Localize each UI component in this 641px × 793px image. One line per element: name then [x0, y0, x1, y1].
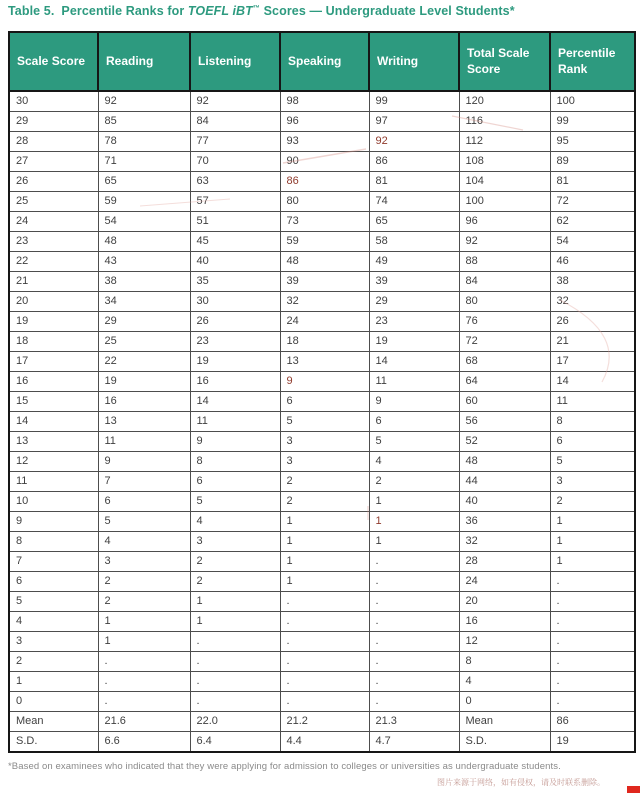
table-cell: 21 — [550, 332, 635, 352]
column-header: Percentile Rank — [550, 32, 635, 91]
table-cell: 4.7 — [369, 732, 459, 753]
table-cell: 19 — [9, 312, 98, 332]
table-cell: 16 — [190, 372, 280, 392]
table-row — [9, 392, 635, 412]
table-cell: . — [550, 652, 635, 672]
table-cell: 86 — [550, 712, 635, 732]
table-cell: 72 — [550, 192, 635, 212]
table-cell: 0 — [459, 692, 550, 712]
table-cell: 48 — [459, 452, 550, 472]
table-cell: 13 — [98, 412, 190, 432]
table-cell: 17 — [9, 352, 98, 372]
table-cell: 76 — [459, 312, 550, 332]
table-cell: 96 — [280, 112, 369, 132]
table-row — [9, 412, 635, 432]
table-cell: 6 — [98, 492, 190, 512]
table-cell: 5 — [369, 432, 459, 452]
table-cell: 2 — [280, 472, 369, 492]
table-cell: 70 — [190, 152, 280, 172]
table-row — [9, 712, 635, 732]
table-cell: . — [280, 652, 369, 672]
table-cell: . — [369, 552, 459, 572]
table-cell: 1 — [280, 572, 369, 592]
table-cell: 73 — [280, 212, 369, 232]
table-cell: 14 — [190, 392, 280, 412]
table-cell: 34 — [98, 292, 190, 312]
table-cell: 38 — [550, 272, 635, 292]
table-cell: 11 — [369, 372, 459, 392]
table-cell: 29 — [98, 312, 190, 332]
table-cell: 89 — [550, 152, 635, 172]
table-cell: 29 — [369, 292, 459, 312]
table-cell: 10 — [9, 492, 98, 512]
table-cell: 8 — [550, 412, 635, 432]
table-cell: 38 — [98, 272, 190, 292]
table-cell: 23 — [190, 332, 280, 352]
table-row — [9, 672, 635, 692]
table-cell: 64 — [459, 372, 550, 392]
table-cell: 20 — [459, 592, 550, 612]
table-row — [9, 232, 635, 252]
table-cell: 99 — [550, 112, 635, 132]
table-cell: 4 — [190, 512, 280, 532]
table-cell: 25 — [9, 192, 98, 212]
table-cell: . — [550, 572, 635, 592]
footnote: *Based on examinees who indicated that they were applying for admission to colleges or universities as undergraduate students. — [8, 761, 561, 772]
table-cell: 5 — [190, 492, 280, 512]
table-cell: 4 — [98, 532, 190, 552]
table-cell: 59 — [280, 232, 369, 252]
table-row — [9, 732, 635, 753]
table-cell: 2 — [190, 552, 280, 572]
column-header: Reading — [98, 32, 190, 91]
table-cell: 22 — [98, 352, 190, 372]
table-title-brand: TOEFL iBT — [187, 4, 253, 18]
table-cell: 108 — [459, 152, 550, 172]
column-header: Writing — [369, 32, 459, 91]
table-cell: 46 — [550, 252, 635, 272]
table-row — [9, 132, 635, 152]
table-body — [9, 91, 635, 752]
table-cell: . — [190, 632, 280, 652]
table-cell: 90 — [280, 152, 369, 172]
table-row — [9, 112, 635, 132]
table-cell: 84 — [459, 272, 550, 292]
table-cell: 9 — [280, 372, 369, 392]
table-cell: 1 — [369, 512, 459, 532]
table-row — [9, 212, 635, 232]
table-cell: . — [98, 652, 190, 672]
table-cell: 9 — [9, 512, 98, 532]
table-cell: 24 — [459, 572, 550, 592]
table-cell: 19 — [369, 332, 459, 352]
table-cell: 5 — [550, 452, 635, 472]
table-row — [9, 432, 635, 452]
table-row — [9, 332, 635, 352]
table-cell: 1 — [280, 512, 369, 532]
table-cell: 43 — [98, 252, 190, 272]
table-cell: 92 — [369, 132, 459, 152]
table-cell: . — [369, 672, 459, 692]
table-cell: 25 — [98, 332, 190, 352]
table-row — [9, 372, 635, 392]
table-row — [9, 552, 635, 572]
table-cell: 19 — [190, 352, 280, 372]
table-cell: 2 — [280, 492, 369, 512]
table-cell: . — [550, 692, 635, 712]
table-cell: 14 — [369, 352, 459, 372]
table-cell: 52 — [459, 432, 550, 452]
table-row — [9, 572, 635, 592]
column-header: Speaking — [280, 32, 369, 91]
table-cell: 6 — [9, 572, 98, 592]
table-row — [9, 452, 635, 472]
table-row — [9, 512, 635, 532]
table-cell: . — [369, 572, 459, 592]
table-cell: 93 — [280, 132, 369, 152]
table-cell: 21.2 — [280, 712, 369, 732]
table-cell: . — [550, 632, 635, 652]
table-cell: . — [369, 592, 459, 612]
table-cell: 26 — [190, 312, 280, 332]
table-cell: 30 — [190, 292, 280, 312]
table-cell: 95 — [550, 132, 635, 152]
table-row — [9, 652, 635, 672]
table-cell: 2 — [9, 652, 98, 672]
table-row — [9, 692, 635, 712]
table-cell: . — [369, 632, 459, 652]
table-cell: 1 — [550, 532, 635, 552]
table-cell: . — [550, 592, 635, 612]
table-cell: . — [369, 692, 459, 712]
table-cell: . — [550, 672, 635, 692]
table-cell: . — [369, 652, 459, 672]
table-cell: Mean — [459, 712, 550, 732]
table-cell: 11 — [9, 472, 98, 492]
table-cell: 23 — [369, 312, 459, 332]
table-cell: 63 — [190, 172, 280, 192]
table-cell: 45 — [190, 232, 280, 252]
table-title-text-before: Percentile Ranks for — [61, 4, 188, 18]
table-cell: . — [369, 612, 459, 632]
watermark-text: 图片来源于网络，如有侵权，请及时联系删除。 — [437, 778, 605, 787]
table-cell: 4 — [9, 612, 98, 632]
column-header: Scale Score — [9, 32, 98, 91]
table-cell: 49 — [369, 252, 459, 272]
table-cell: 2 — [98, 592, 190, 612]
red-corner-mark — [627, 786, 640, 793]
table-cell: 8 — [459, 652, 550, 672]
table-cell: 4 — [459, 672, 550, 692]
table-cell: 54 — [550, 232, 635, 252]
table-cell: . — [280, 592, 369, 612]
table-cell: 6 — [369, 412, 459, 432]
table-cell: 13 — [280, 352, 369, 372]
table-cell: 39 — [369, 272, 459, 292]
table-cell: 78 — [98, 132, 190, 152]
table-cell: 51 — [190, 212, 280, 232]
table-cell: . — [550, 612, 635, 632]
table-cell: 6 — [280, 392, 369, 412]
table-row — [9, 632, 635, 652]
table-cell: 97 — [369, 112, 459, 132]
table-cell: . — [98, 672, 190, 692]
table-cell: 3 — [9, 632, 98, 652]
table-row — [9, 172, 635, 192]
table-title-text-after: Scores — Undergraduate Level Students* — [260, 4, 515, 18]
table-cell: 22.0 — [190, 712, 280, 732]
table-cell: 54 — [98, 212, 190, 232]
table-cell: 112 — [459, 132, 550, 152]
table-cell: 21.6 — [98, 712, 190, 732]
table-cell: 14 — [9, 412, 98, 432]
table-cell: 1 — [369, 532, 459, 552]
table-cell: 6.6 — [98, 732, 190, 753]
table-cell: 7 — [9, 552, 98, 572]
table-cell: 32 — [280, 292, 369, 312]
table-cell: S.D. — [9, 732, 98, 753]
table-cell: 80 — [459, 292, 550, 312]
table-cell: 20 — [9, 292, 98, 312]
table-cell: 39 — [280, 272, 369, 292]
table-row — [9, 91, 635, 112]
table-cell: 80 — [280, 192, 369, 212]
table-cell: 4.4 — [280, 732, 369, 753]
table-cell: 15 — [9, 392, 98, 412]
table-cell: 71 — [98, 152, 190, 172]
table-cell: 27 — [9, 152, 98, 172]
table-cell: . — [190, 652, 280, 672]
table-cell: . — [280, 672, 369, 692]
table-cell: 1 — [369, 492, 459, 512]
table-cell: 32 — [550, 292, 635, 312]
table-cell: . — [280, 692, 369, 712]
table-cell: 3 — [98, 552, 190, 572]
table-row — [9, 492, 635, 512]
table-cell: 5 — [98, 512, 190, 532]
table-cell: 1 — [190, 612, 280, 632]
table-cell: 13 — [9, 432, 98, 452]
table-cell: 1 — [550, 552, 635, 572]
table-title-prefix: Table 5. — [8, 4, 55, 18]
table-cell: 3 — [280, 452, 369, 472]
table-cell: 74 — [369, 192, 459, 212]
table-cell: . — [98, 692, 190, 712]
table-cell: 68 — [459, 352, 550, 372]
table-cell: 88 — [459, 252, 550, 272]
table-cell: 28 — [459, 552, 550, 572]
table-cell: 1 — [98, 612, 190, 632]
table-row — [9, 252, 635, 272]
percentile-rank-table — [8, 31, 636, 753]
table-cell: 21 — [9, 272, 98, 292]
table-cell: 26 — [550, 312, 635, 332]
table-cell: 23 — [9, 232, 98, 252]
table-row — [9, 292, 635, 312]
table-cell: 16 — [459, 612, 550, 632]
table-title — [8, 4, 515, 18]
table-cell: 1 — [280, 552, 369, 572]
table-cell: 11 — [98, 432, 190, 452]
table-cell: 1 — [98, 632, 190, 652]
table-cell: 5 — [9, 592, 98, 612]
table-cell: 56 — [459, 412, 550, 432]
table-cell: 9 — [98, 452, 190, 472]
table-cell: 22 — [9, 252, 98, 272]
table-cell: 40 — [459, 492, 550, 512]
table-cell: 86 — [369, 152, 459, 172]
table-cell: 24 — [280, 312, 369, 332]
table-cell: 1 — [9, 672, 98, 692]
table-cell: 86 — [280, 172, 369, 192]
table-cell: 6 — [550, 432, 635, 452]
table-row — [9, 472, 635, 492]
table-cell: 77 — [190, 132, 280, 152]
table-cell: . — [190, 692, 280, 712]
table-cell: 14 — [550, 372, 635, 392]
table-cell: 116 — [459, 112, 550, 132]
table-cell: 40 — [190, 252, 280, 272]
table-cell: 19 — [550, 732, 635, 753]
table-cell: 29 — [9, 112, 98, 132]
table-cell: 9 — [369, 392, 459, 412]
table-cell: S.D. — [459, 732, 550, 753]
table-cell: 2 — [98, 572, 190, 592]
table-cell: . — [280, 632, 369, 652]
table-cell: 59 — [98, 192, 190, 212]
table-cell: 11 — [550, 392, 635, 412]
table-cell: 2 — [190, 572, 280, 592]
table-cell: 72 — [459, 332, 550, 352]
table-cell: 48 — [98, 232, 190, 252]
table-cell: 8 — [190, 452, 280, 472]
table-row — [9, 312, 635, 332]
table-cell: 12 — [459, 632, 550, 652]
table-cell: 17 — [550, 352, 635, 372]
table-cell: 96 — [459, 212, 550, 232]
table-cell: 35 — [190, 272, 280, 292]
table-cell: 58 — [369, 232, 459, 252]
table-cell: 1 — [280, 532, 369, 552]
table-cell: 81 — [369, 172, 459, 192]
table-cell: 18 — [280, 332, 369, 352]
table-cell: 48 — [280, 252, 369, 272]
table-header-row — [9, 32, 635, 91]
table-row — [9, 192, 635, 212]
table-cell: 24 — [9, 212, 98, 232]
table-cell: 2 — [369, 472, 459, 492]
table-cell: Mean — [9, 712, 98, 732]
table-row — [9, 272, 635, 292]
table-cell: 7 — [98, 472, 190, 492]
table-cell: 32 — [459, 532, 550, 552]
table-cell: 60 — [459, 392, 550, 412]
column-header: Listening — [190, 32, 280, 91]
table-cell: 2 — [550, 492, 635, 512]
table-cell: 19 — [98, 372, 190, 392]
table-cell: 0 — [9, 692, 98, 712]
table-cell: 1 — [550, 512, 635, 532]
table-row — [9, 592, 635, 612]
table-cell: 99 — [369, 91, 459, 112]
table-cell: 120 — [459, 91, 550, 112]
table-cell: 100 — [459, 192, 550, 212]
table-cell: 100 — [550, 91, 635, 112]
table-row — [9, 612, 635, 632]
table-cell: 98 — [280, 91, 369, 112]
table-cell: 11 — [190, 412, 280, 432]
table-cell: 28 — [9, 132, 98, 152]
table-row — [9, 532, 635, 552]
table-cell: 3 — [280, 432, 369, 452]
table-cell: 92 — [190, 91, 280, 112]
table-cell: 5 — [280, 412, 369, 432]
table-cell: 65 — [98, 172, 190, 192]
table-cell: 12 — [9, 452, 98, 472]
table-cell: . — [190, 672, 280, 692]
table-cell: 81 — [550, 172, 635, 192]
table-cell: 6 — [190, 472, 280, 492]
table-cell: 21.3 — [369, 712, 459, 732]
table-cell: 16 — [98, 392, 190, 412]
table-cell: 104 — [459, 172, 550, 192]
table-cell: 18 — [9, 332, 98, 352]
trademark-symbol: ™ — [252, 4, 261, 12]
table-cell: 9 — [190, 432, 280, 452]
table-cell: 30 — [9, 91, 98, 112]
table-cell: 92 — [459, 232, 550, 252]
table-cell: 26 — [9, 172, 98, 192]
table-cell: 85 — [98, 112, 190, 132]
table-cell: 36 — [459, 512, 550, 532]
table-cell: 57 — [190, 192, 280, 212]
table-cell: 3 — [190, 532, 280, 552]
table-cell: 84 — [190, 112, 280, 132]
table-cell: 8 — [9, 532, 98, 552]
table-cell: 44 — [459, 472, 550, 492]
table-cell: 16 — [9, 372, 98, 392]
table-cell: 62 — [550, 212, 635, 232]
table-cell: 1 — [190, 592, 280, 612]
table-cell: 3 — [550, 472, 635, 492]
table-row — [9, 352, 635, 372]
table-cell: 6.4 — [190, 732, 280, 753]
column-header: Total Scale Score — [459, 32, 550, 91]
table-cell: 92 — [98, 91, 190, 112]
table-cell: 4 — [369, 452, 459, 472]
table-row — [9, 152, 635, 172]
table-cell: 65 — [369, 212, 459, 232]
table-cell: . — [280, 612, 369, 632]
